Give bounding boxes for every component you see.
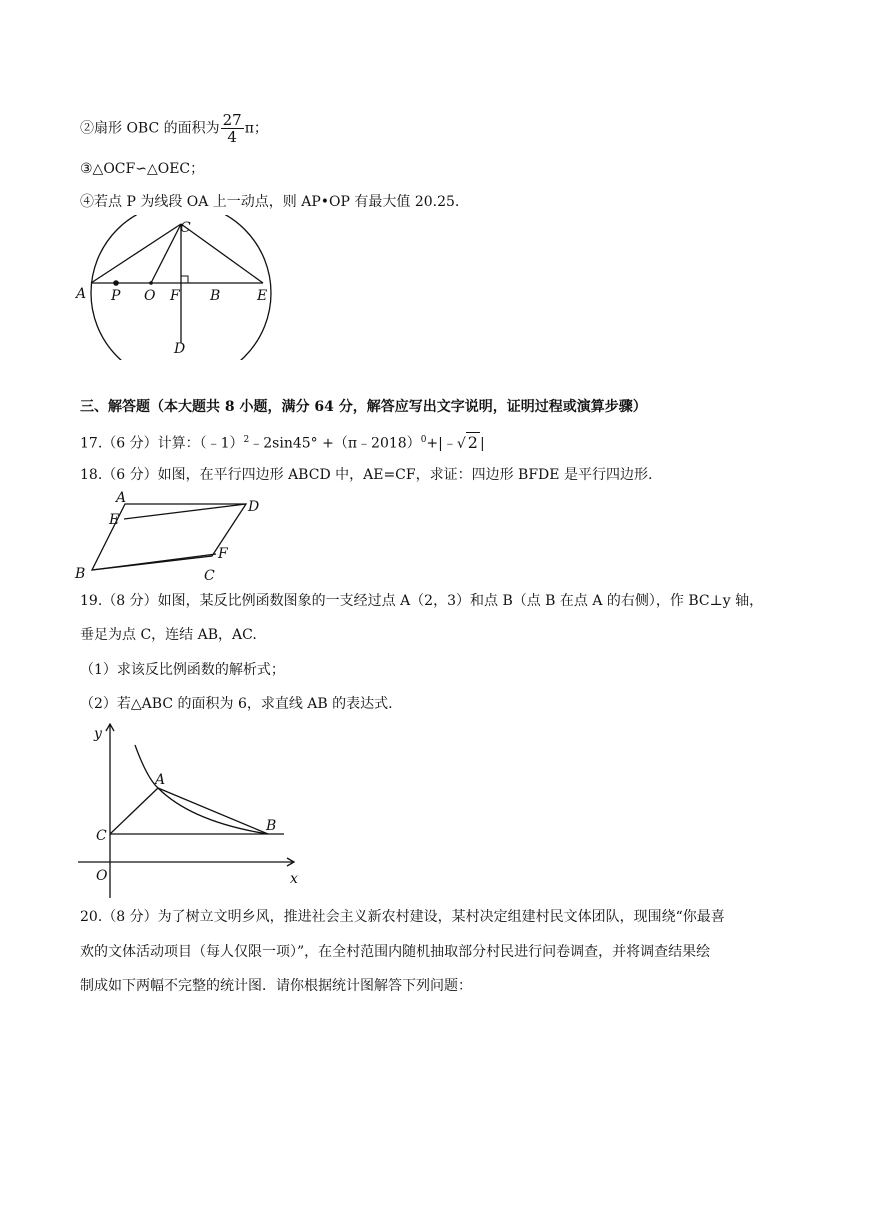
label-x: x bbox=[290, 871, 298, 887]
label-o: O bbox=[144, 288, 156, 304]
q17-after: +|﹣ bbox=[426, 435, 457, 452]
hyperbola-branch bbox=[135, 745, 268, 834]
radical-sign: √ bbox=[456, 435, 466, 452]
question-20-line-1: 20.（8 分）为了树立文明乡风，推进社会主义新农村建设，某村决定组建村民文体团队，现围绕“你最喜 bbox=[80, 909, 725, 925]
label-b: B bbox=[210, 288, 221, 304]
question-19-part-1: （1）求该反比例函数的解析式； bbox=[80, 662, 285, 678]
q17-middle: ﹣2sin45° +（π﹣2018） bbox=[249, 435, 421, 452]
statement-3: ③△OCF∽△OEC； bbox=[80, 161, 205, 177]
question-19-line-2: 垂足为点 C，连结 AB，AC. bbox=[80, 627, 257, 643]
statement-2-prefix: ②扇形 OBC 的面积为 bbox=[80, 120, 220, 137]
segment-ed bbox=[124, 504, 246, 519]
label-f: F bbox=[170, 288, 180, 304]
label-a: A bbox=[116, 490, 127, 506]
q17-exponent-2: 2 bbox=[243, 435, 250, 445]
label-o: O bbox=[96, 868, 108, 884]
q17-end: | bbox=[479, 435, 485, 452]
fraction-27-over-4 bbox=[221, 112, 244, 145]
label-d: D bbox=[248, 499, 260, 515]
question-19-part-2: （2）若△ABC 的面积为 6，求直线 AB 的表达式. bbox=[80, 696, 393, 712]
label-a: A bbox=[76, 286, 87, 302]
point-p bbox=[113, 280, 119, 286]
section-3-heading: 三、解答题（本大题共 8 小题，满分 64 分，解答应写出文字说明，证明过程或演算步骤） bbox=[80, 399, 647, 415]
label-d: D bbox=[174, 341, 186, 357]
statement-4: ④若点 P 为线段 OA 上一动点，则 AP•OP 有最大值 20.25. bbox=[80, 194, 460, 210]
segment-oc bbox=[151, 224, 181, 283]
label-b: B bbox=[266, 818, 277, 834]
label-y: y bbox=[94, 726, 102, 742]
question-17 bbox=[80, 429, 485, 455]
segment-ac bbox=[91, 224, 181, 283]
segment-bf bbox=[92, 554, 216, 570]
question-20-line-2: 欢的文体活动项目（每人仅限一项）”，在全村范围内随机抽取部分村民进行问卷调查，并将调查结果绘 bbox=[80, 944, 711, 960]
label-c: C bbox=[180, 220, 191, 236]
segment-ab bbox=[158, 788, 268, 834]
label-c: C bbox=[96, 828, 107, 844]
label-f: F bbox=[218, 546, 228, 562]
label-b: B bbox=[75, 566, 86, 582]
segment-ce bbox=[181, 224, 263, 283]
point-o bbox=[149, 281, 153, 285]
label-p: P bbox=[111, 288, 121, 304]
figure-inverse-function bbox=[72, 720, 312, 905]
question-20-line-3: 制成如下两幅不完整的统计图．请你根据统计图解答下列问题： bbox=[80, 978, 472, 994]
label-e: E bbox=[109, 512, 120, 528]
hidden-guide bbox=[125, 504, 212, 556]
figure-circle-tangent bbox=[70, 215, 280, 360]
right-angle-mark bbox=[181, 276, 188, 283]
figure-parallelogram bbox=[72, 488, 272, 586]
segment-ca bbox=[110, 788, 158, 834]
sqrt-2 bbox=[457, 432, 480, 455]
question-19-line-1: 19.（8 分）如图，某反比例函数图象的一支经过点 A（2，3）和点 B（点 B 在点 A 的右侧），作 BC⊥y 轴， bbox=[80, 593, 764, 609]
fraction-numerator: 27 bbox=[222, 111, 242, 129]
statement-2 bbox=[80, 112, 268, 145]
q17-exponent-0: 0 bbox=[420, 435, 427, 445]
radicand: 2 bbox=[467, 432, 478, 452]
fraction-denominator: 4 bbox=[227, 128, 237, 146]
label-e: E bbox=[257, 288, 268, 304]
q17-prefix: 17.（6 分）计算：（﹣1） bbox=[80, 435, 244, 452]
question-18: 18.（6 分）如图，在平行四边形 ABCD 中，AE=CF，求证：四边形 BFDE 是平行四边形. bbox=[80, 467, 653, 483]
label-a: A bbox=[155, 772, 166, 788]
statement-2-suffix: π； bbox=[244, 120, 268, 137]
label-c: C bbox=[204, 568, 215, 584]
